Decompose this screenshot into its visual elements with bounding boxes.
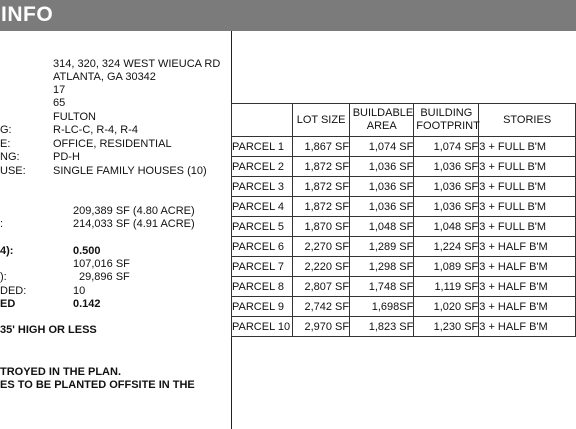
proposed-floor-area-value: 29,896 SF [79, 271, 130, 283]
proposed-far-label: ED [0, 298, 16, 310]
net-area-value: 209,389 SF (4.80 ACRE) [73, 205, 195, 217]
column-header-building-footprint [414, 104, 479, 137]
proposed-use-value: SINGLE FAMILY HOUSES (10) [53, 165, 207, 177]
buildable-area-cell: 1,036 SF [350, 197, 414, 217]
buildable-area-cell: 1,298 SF [350, 257, 414, 277]
lot-size-cell: 1,872 SF [293, 157, 350, 177]
buildable-area-cell: 1,048 SF [350, 217, 414, 237]
building-footprint-cell: 1,036 SF [414, 157, 479, 177]
far-value: 0.500 [73, 245, 101, 257]
table-row [232, 257, 576, 277]
table-row [232, 237, 576, 257]
buildable-area-cell: 1,074 SF [350, 137, 414, 157]
height-note: 35' HIGH OR LESS [0, 324, 97, 336]
table-row [232, 317, 576, 337]
building-footprint-header-text: BUILDING FOOTPRINT [416, 107, 480, 132]
parcel-name-cell: PARCEL 3 [232, 177, 293, 197]
lot-size-cell: 2,970 SF [293, 317, 350, 337]
building-footprint-cell: 1,036 SF [414, 197, 479, 217]
zoning-label: G: [0, 124, 12, 136]
column-header-buildable-area [350, 104, 414, 137]
building-footprint-cell: 1,074 SF [414, 137, 479, 157]
stories-cell: 3 + HALF B'M [479, 277, 576, 297]
buildable-area-cell: 1,289 SF [350, 237, 414, 257]
table-row [232, 157, 576, 177]
parcel-name-cell: PARCEL 2 [232, 157, 293, 177]
parcel-name-cell: PARCEL 8 [232, 277, 293, 297]
site-county-value: FULTON [53, 111, 96, 123]
building-footprint-cell: 1,119 SF [414, 277, 479, 297]
column-header-parcel [232, 104, 293, 137]
proposed-floor-area-label: ): [0, 271, 7, 283]
parcel-table-body [232, 137, 576, 337]
lot-size-cell: 2,807 SF [293, 277, 350, 297]
gross-area-label: : [0, 218, 4, 230]
building-footprint-cell: 1,230 SF [414, 317, 479, 337]
parcel-table [231, 103, 576, 337]
tree-note-2: ES TO BE PLANTED OFFSITE IN THE [0, 379, 195, 391]
table-row [232, 197, 576, 217]
building-footprint-cell: 1,048 SF [414, 217, 479, 237]
proposed-far-value: 0.142 [73, 298, 101, 310]
buildable-area-cell: 1,823 SF [350, 317, 414, 337]
building-footprint-cell: 1,036 SF [414, 177, 479, 197]
stories-cell: 3 + FULL B'M [479, 177, 576, 197]
stories-cell: 3 + FULL B'M [479, 157, 576, 177]
stories-cell: 3 + FULL B'M [479, 197, 576, 217]
buildable-area-header-text: BUILDABLE AREA [352, 107, 414, 132]
proposed-use-label: USE: [0, 165, 26, 177]
column-header-stories: STORIES [479, 104, 576, 137]
zoning-value: R-LC-C, R-4, R-4 [53, 124, 138, 136]
lot-size-cell: 1,867 SF [293, 137, 350, 157]
building-footprint-cell: 1,089 SF [414, 257, 479, 277]
lot-size-cell: 1,872 SF [293, 197, 350, 217]
proposed-zoning-label: NG: [0, 151, 20, 163]
existing-use-value: OFFICE, RESIDENTIAL [53, 138, 172, 150]
gross-area-value: 214,033 SF (4.91 ACRE) [73, 218, 195, 230]
site-city-value: ATLANTA, GA 30342 [53, 71, 156, 83]
buildable-area-cell: 1,698SF [350, 297, 414, 317]
column-header-lot-size: LOT SIZE [293, 104, 350, 137]
table-header-row [232, 104, 576, 137]
units-proposed-value: 10 [73, 285, 86, 297]
lot-size-cell: 2,742 SF [293, 297, 350, 317]
lot-size-cell: 2,270 SF [293, 237, 350, 257]
buildable-area-cell: 1,036 SF [350, 177, 414, 197]
parcel-name-cell: PARCEL 10 [232, 317, 293, 337]
table-row [232, 217, 576, 237]
parcel-name-cell: PARCEL 1 [232, 137, 293, 157]
site-district-value: 17 [53, 84, 66, 96]
stories-cell: 3 + HALF B'M [479, 237, 576, 257]
existing-use-label: E: [0, 138, 11, 150]
proposed-zoning-value: PD-H [53, 151, 80, 163]
header-bar [0, 0, 576, 31]
allowed-floor-area-value: 107,016 SF [73, 258, 130, 270]
units-proposed-label: DED: [0, 285, 27, 297]
site-address-value: 314, 320, 324 WEST WIEUCA RD [53, 58, 221, 70]
lot-size-cell: 1,870 SF [293, 217, 350, 237]
building-footprint-cell: 1,020 SF [414, 297, 479, 317]
parcel-name-cell: PARCEL 4 [232, 197, 293, 217]
lot-size-cell: 2,220 SF [293, 257, 350, 277]
table-row [232, 177, 576, 197]
page-title: INFO [1, 3, 54, 26]
site-landlot-value: 65 [53, 97, 66, 109]
parcel-name-cell: PARCEL 7 [232, 257, 293, 277]
table-row [232, 277, 576, 297]
building-footprint-cell: 1,224 SF [414, 237, 479, 257]
buildable-area-cell: 1,036 SF [350, 157, 414, 177]
buildable-area-cell: 1,748 SF [350, 277, 414, 297]
stories-cell: 3 + HALF B'M [479, 317, 576, 337]
stories-cell: 3 + HALF B'M [479, 297, 576, 317]
stories-cell: 3 + FULL B'M [479, 217, 576, 237]
far-label: 4): [0, 245, 14, 257]
parcel-name-cell: PARCEL 5 [232, 217, 293, 237]
parcel-name-cell: PARCEL 6 [232, 237, 293, 257]
tree-note-1: TROYED IN THE PLAN. [0, 366, 122, 378]
stories-cell: 3 + HALF B'M [479, 257, 576, 277]
stories-cell: 3 + FULL B'M [479, 137, 576, 157]
table-row [232, 297, 576, 317]
lot-size-cell: 1,872 SF [293, 177, 350, 197]
parcel-name-cell: PARCEL 9 [232, 297, 293, 317]
table-row [232, 137, 576, 157]
